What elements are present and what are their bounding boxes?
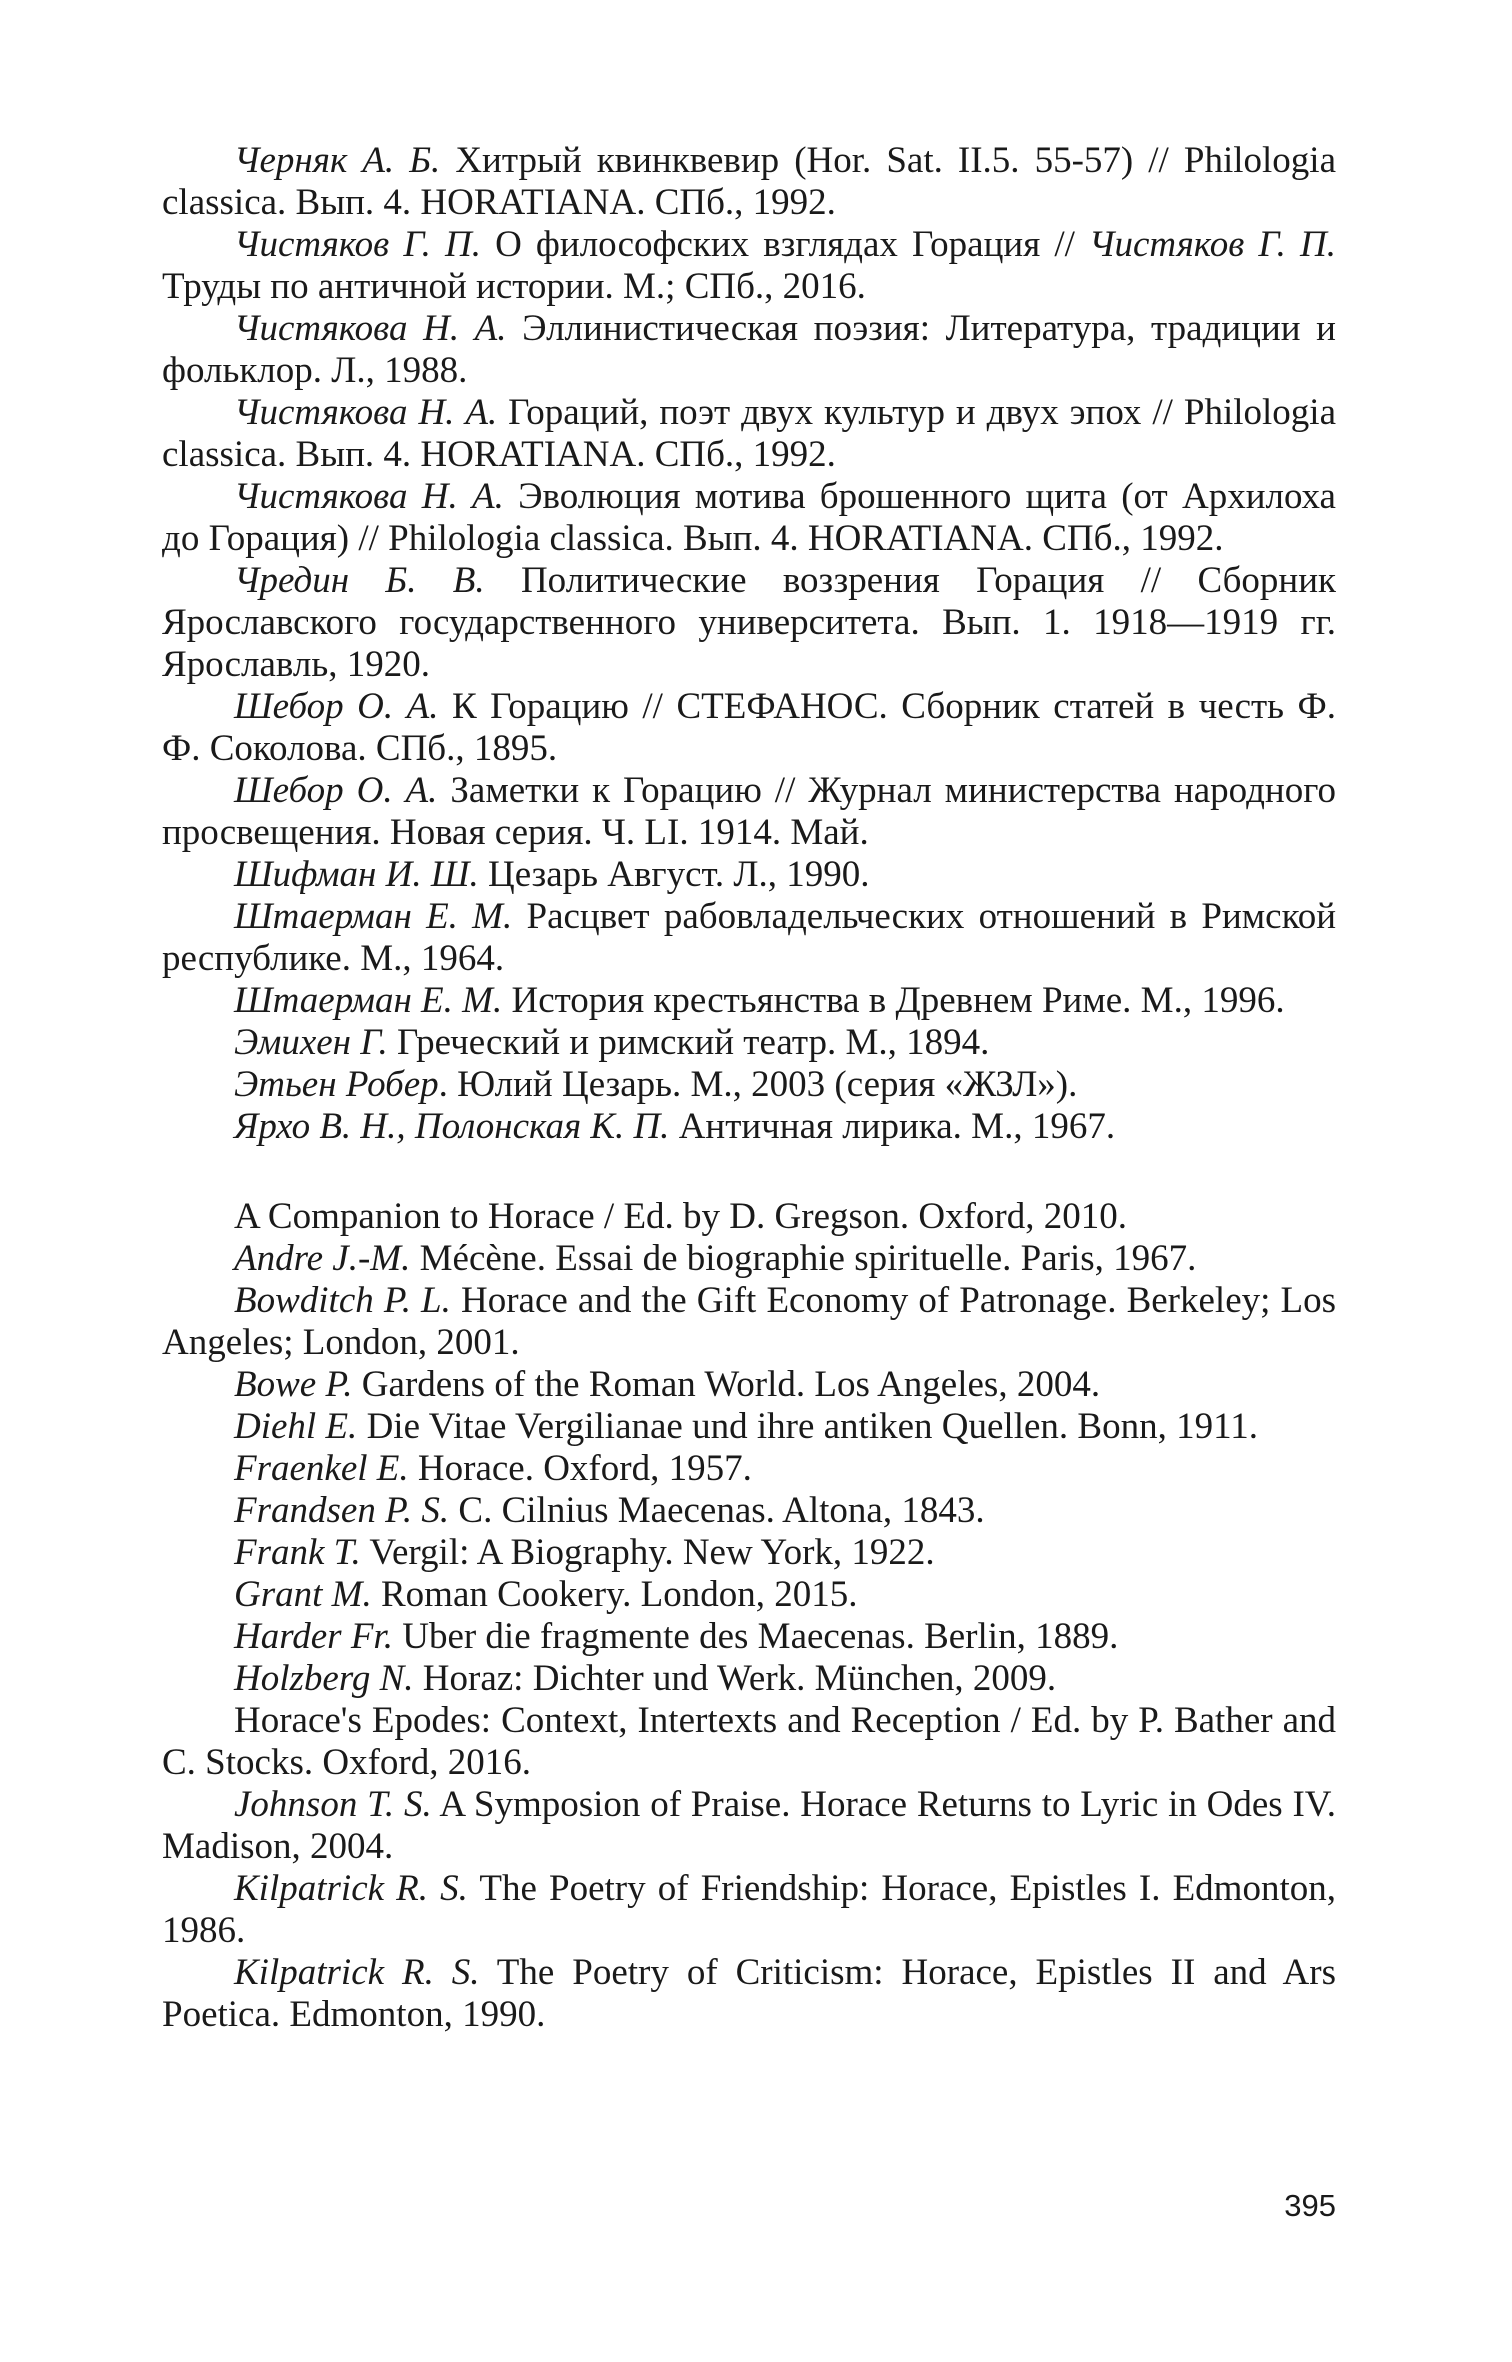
entry-author: Diehl E.	[234, 1406, 358, 1447]
entry-text: Horace and the Gift Economy of Patronage. Berkeley; Los Angeles; London, 2001.	[162, 1280, 1337, 1363]
page-number: 395	[1284, 2188, 1336, 2223]
entry-author: Bowe P.	[234, 1364, 353, 1405]
bibliography-entry	[162, 224, 1336, 308]
bibliography-entry	[162, 1196, 1336, 1238]
bibliography-entry	[162, 1784, 1336, 1868]
entry-author: Чредин Б. В.	[234, 560, 485, 601]
bibliography-entry	[162, 1658, 1336, 1700]
bibliography-entry	[162, 896, 1336, 980]
bibliography-entry	[162, 1022, 1336, 1064]
entry-text: Античная лирика. М., 1967.	[669, 1106, 1116, 1147]
bibliography-entry	[162, 560, 1336, 686]
bibliography-entry	[162, 140, 1336, 224]
entry-text: Gardens of the Roman World. Los Angeles, 2004.	[352, 1364, 1101, 1405]
entry-text: Хитрый квинквевир (Hor. Sat. II.5. 55-57) // Philologia classica. Вып. 4. HORATIANA. СПб., 1992.	[162, 140, 1336, 223]
bibliography-entry	[162, 770, 1336, 854]
entry-author: Эмихен Г.	[234, 1022, 388, 1063]
bibliography-entry	[162, 476, 1336, 560]
bibliography-entry	[162, 1532, 1336, 1574]
entry-author: Ярхо В. Н., Полонская К. П.	[234, 1106, 670, 1147]
entry-author: Шебор О. А.	[234, 686, 439, 727]
bibliography-entry	[162, 1364, 1336, 1406]
bibliography-entry	[162, 686, 1336, 770]
entry-text: Mécène. Essai de biographie spirituelle. Paris, 1967.	[410, 1238, 1197, 1279]
bibliography-entry	[162, 1448, 1336, 1490]
entry-author: Чистяков Г. П.	[234, 224, 481, 265]
bibliography-section-russian	[162, 140, 1336, 1148]
entry-text: Цезарь Август. Л., 1990.	[478, 854, 870, 895]
entry-author: Grant M.	[234, 1574, 372, 1615]
entry-author: Frandsen P. S.	[234, 1490, 450, 1531]
entry-text: C. Cilnius Maecenas. Altona, 1843.	[449, 1490, 985, 1531]
entry-text: Труды по античной истории. М.; СПб., 2016.	[162, 266, 866, 307]
entry-author: Черняк А. Б.	[234, 140, 441, 181]
section-divider	[162, 1148, 1336, 1196]
entry-text: Horace's Epodes: Context, Intertexts and Reception / Ed. by P. Bather and C. Stocks. Oxford, 2016.	[162, 1700, 1336, 1783]
entry-author: Frank T.	[234, 1532, 361, 1573]
bibliography-entry	[162, 1064, 1336, 1106]
entry-text: A Companion to Horace / Ed. by D. Gregson. Oxford, 2010.	[234, 1196, 1128, 1237]
entry-text: Расцвет рабовладельческих отношений в Римской республике. М., 1964.	[162, 896, 1337, 979]
bibliography-entry	[162, 392, 1336, 476]
bibliography-entry	[162, 854, 1336, 896]
bibliography-entry	[162, 1106, 1336, 1148]
entry-text: . Юлий Цезарь. М., 2003 (серия «ЖЗЛ»).	[438, 1064, 1078, 1105]
entry-text: Die Vitae Vergilianae und ihre antiken Quellen. Bonn, 1911.	[357, 1406, 1258, 1447]
entry-text: Horaz: Dichter und Werk. München, 2009.	[413, 1658, 1057, 1699]
entry-author: Штаерман Е. М.	[234, 896, 513, 937]
entry-text: Horace. Oxford, 1957.	[408, 1448, 752, 1489]
entry-text: О философских взглядах Горация //	[480, 224, 1090, 265]
entry-text: Roman Cookery. London, 2015.	[371, 1574, 858, 1615]
entry-author: Шебор О. А.	[234, 770, 438, 811]
entry-text: Политические воззрения Горация // Сборник Ярославского государственного университета. Вып. 1. 1918—1919 гг. Ярославль, 1920.	[162, 560, 1336, 685]
bibliography-entry	[162, 1406, 1336, 1448]
entry-text: Uber die fragmente des Maecenas. Berlin, 1889.	[392, 1616, 1119, 1657]
bibliography-entry	[162, 1952, 1336, 2036]
entry-author: Bowditch P. L.	[234, 1280, 451, 1321]
entry-text: К Горацию // СТЕФАНОС. Сборник статей в честь Ф. Ф. Соколова. СПб., 1895.	[162, 686, 1337, 769]
bibliography-entry	[162, 1868, 1336, 1952]
entry-author: Fraenkel E.	[234, 1448, 409, 1489]
entry-author: Чистякова Н. А.	[234, 392, 498, 433]
bibliography-section-foreign	[162, 1196, 1336, 2036]
entry-text: Гораций, поэт двух культур и двух эпох // Philologia classica. Вып. 4. HORATIANA. СПб., 1992.	[162, 392, 1336, 475]
entry-text: Эллинистическая поэзия: Литература, традиции и фольклор. Л., 1988.	[162, 308, 1336, 391]
entry-author: Andre J.-M.	[234, 1238, 411, 1279]
bibliography-entry	[162, 1238, 1336, 1280]
bibliography-entry	[162, 1490, 1336, 1532]
entry-text: Заметки к Горацию // Журнал министерства народного просвещения. Новая серия. Ч. LI. 1914. Май.	[162, 770, 1336, 853]
entry-author: Штаерман Е. М.	[234, 980, 503, 1021]
bibliography-entry	[162, 1616, 1336, 1658]
entry-author: Чистякова Н. А.	[234, 476, 504, 517]
entry-author: Kilpatrick R. S.	[234, 1952, 480, 1993]
bibliography-entry	[162, 1280, 1336, 1364]
bibliography-entry	[162, 1574, 1336, 1616]
entry-author: Johnson T. S.	[234, 1784, 432, 1825]
entry-author: Harder Fr.	[234, 1616, 393, 1657]
entry-author: Чистякова Н. А.	[234, 308, 507, 349]
entry-text: The Poetry of Friendship: Horace, Epistles I. Edmonton, 1986.	[162, 1868, 1336, 1951]
entry-text: Vergil: A Biography. New York, 1922.	[360, 1532, 935, 1573]
entry-text: История крестьянства в Древнем Риме. М., 1996.	[502, 980, 1285, 1021]
entry-author: Holzberg N.	[234, 1658, 414, 1699]
bibliography-entry	[162, 308, 1336, 392]
bibliography-entry	[162, 980, 1336, 1022]
bibliography-page	[162, 140, 1336, 2036]
entry-text: Эволюция мотива брошенного щита (от Архилоха до Горация) // Philologia classica. Вып. 4. HORATIANA. СПб., 1992.	[162, 476, 1336, 559]
entry-text: Греческий и римский театр. М., 1894.	[387, 1022, 990, 1063]
bibliography-entry	[162, 1700, 1336, 1784]
entry-author: Шифман И. Ш.	[234, 854, 479, 895]
entry-author: Этьен Робер	[234, 1064, 439, 1105]
entry-text: A Symposion of Praise. Horace Returns to Lyric in Odes IV. Madison, 2004.	[162, 1784, 1336, 1867]
entry-author: Kilpatrick R. S.	[234, 1868, 468, 1909]
entry-text: The Poetry of Criticism: Horace, Epistles II and Ars Poetica. Edmonton, 1990.	[162, 1952, 1336, 2035]
entry-author: Чистяков Г. П.	[1089, 224, 1336, 265]
